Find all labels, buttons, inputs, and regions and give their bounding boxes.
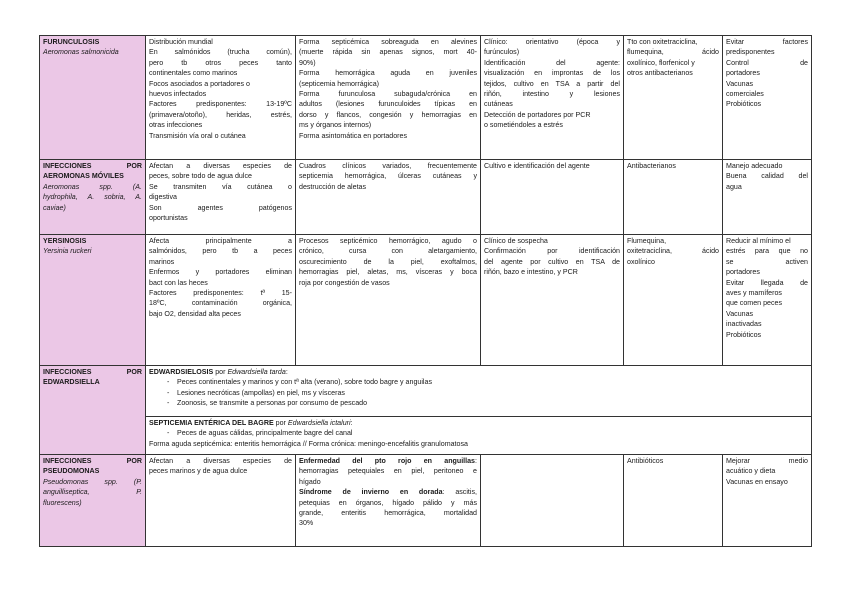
text-line: Evitar llegada de (726, 278, 808, 287)
text-line: Forma septicémica sobreaguda en alevines (299, 38, 477, 46)
disease-cell (40, 366, 146, 455)
text-line: Flumequina, (627, 237, 667, 245)
text-line: hemorragias petequiales en piel, peritoneo e (299, 467, 477, 476)
disease-cell (40, 235, 146, 366)
text-line: acuático y dieta (726, 467, 776, 476)
prevention-cell (723, 160, 812, 235)
agent-name: anguilliseptica, P. (43, 488, 142, 497)
epidemiology-cell (146, 455, 296, 547)
text-line: salmónidos, pero tb a peces (149, 247, 292, 256)
text-line: predisponentes (726, 48, 775, 57)
treatment-cell (624, 455, 723, 547)
disease-name: FURUNCULOSIS (43, 38, 100, 46)
text-line: Forma hemorrágica aguda en juveniles (299, 69, 477, 78)
text-fragment: por (273, 419, 288, 427)
table-row (40, 417, 812, 455)
treatment-cell (624, 160, 723, 235)
text-line: Son agentes patógenos (149, 203, 292, 212)
agent-name: Edwardsiella ictaluri (287, 419, 351, 427)
text-line: furúnculos) (484, 48, 520, 57)
text-line: hígado (299, 477, 321, 486)
text-line: portadores (726, 69, 760, 78)
text-line (299, 456, 477, 466)
text-line: Forma asintomática en portadores (299, 131, 408, 140)
text-line: Afectan a diversas especies de (149, 162, 292, 170)
text-line: Identificación del agente: (484, 58, 620, 67)
text-line: Buena calidad del (726, 172, 808, 181)
table-row (40, 235, 812, 366)
text-line: se activen (726, 257, 808, 266)
text-line: otras infecciones (149, 121, 203, 130)
list-item: - Zoonosis, se transmite a personas por consumo de pescado (177, 398, 808, 408)
text-line: portadores (726, 268, 760, 277)
text-line: 18ºC, contaminación orgánica, (149, 299, 292, 308)
list-item: - Peces continentales y marinos y con tª alta (verano), sobre todo bagre y anguilas (177, 377, 808, 387)
prevention-cell (723, 455, 812, 547)
agent-name: Pseudomonas spp. (P. (43, 477, 142, 486)
text-line: Focos asociados a portadores o (149, 79, 250, 88)
epidemiology-cell (146, 235, 296, 366)
text-fragment: : (475, 457, 477, 465)
text-line: del agente por cultivo en TSA de (484, 257, 620, 266)
text-line: inactivadas (726, 320, 762, 329)
text-line: Clínico: orientativo (época y (484, 38, 620, 46)
text-line: tejidos, cultivo en TSA a partir del (484, 79, 620, 88)
edwardsielosis-cell (146, 366, 812, 417)
text-line: (septicemia hemorrágica) (299, 79, 380, 88)
text-line (299, 487, 477, 497)
agent-name: Aeromonas salmonicida (43, 48, 119, 57)
text-line: dorso y flancos, congesión y hemorragias en (299, 110, 477, 119)
diagnosis-cell (481, 36, 624, 160)
text-line: destrucción de aletas (299, 182, 367, 191)
agent-name: Edwardsiella tarda (227, 368, 286, 376)
text-line: Enfermos y portadores eliminan (149, 268, 292, 277)
section-title: Enfermedad del pto rojo en anguillas (299, 457, 476, 465)
text-line: Antibacterianos (627, 162, 676, 170)
disease-name: INFECCIONES POR (43, 162, 142, 170)
text-line: 90%) (299, 58, 316, 67)
text-fragment: : (285, 368, 288, 376)
text-line: Manejo adecuado (726, 162, 783, 170)
text-line: oportunistas (149, 214, 188, 223)
text-line: Tto con oxitetraciclina, (627, 38, 698, 46)
text-line: oscurecimiento de la piel, exoftalmos, (299, 257, 477, 266)
text-line: Reducir al mínimo el (726, 237, 791, 245)
disease-cell (40, 36, 146, 160)
text-line: Distribución mundial (149, 38, 213, 46)
text-line: marinos (149, 257, 175, 266)
text-line: Forma furunculosa subaguda/crónica en (299, 90, 477, 99)
text-line: otros antibacterianos (627, 69, 693, 78)
bullet-list (149, 428, 808, 438)
text-line: grande, enteritis hemorrágica, mortalidad (299, 509, 477, 518)
text-line: Mejorar medio (726, 457, 808, 465)
text-line: digestiva (149, 193, 177, 202)
text-line: Probióticos (726, 100, 762, 109)
text-line: aves y mamíferos (726, 289, 782, 298)
text-line: bact con las heces (149, 278, 208, 287)
list-item: - Lesiones necróticas (ampollas) en piel, ms y vísceras (177, 388, 808, 398)
treatment-cell (624, 36, 723, 160)
block-heading (149, 367, 808, 377)
text-line: Antibióticos (627, 457, 664, 465)
text-line: Cuadros clínicos variados, frecuentemente (299, 162, 477, 170)
text-line: continentales como marinos (149, 69, 238, 78)
text-line: Transmisión vía oral o cutánea (149, 131, 246, 140)
text-line: Control de (726, 58, 808, 67)
disease-table (39, 35, 812, 547)
text-line: peces marinos y de agua dulce (149, 467, 248, 476)
text-line: peces, sobre todo de agua dulce (149, 172, 252, 181)
bullet-list (149, 377, 808, 408)
text-line: estrés para que no (726, 247, 808, 256)
text-line: Evitar factores (726, 38, 808, 46)
disease-name: YERSINOSIS (43, 237, 87, 245)
text-line: oxitetraciclina, ácido (627, 247, 719, 256)
text-line: septicemia hemorrágica, úlceras cutáneas y (299, 172, 477, 181)
section-title: Síndrome de invierno en dorada (299, 488, 443, 497)
text-line: ms y órganos internos) (299, 121, 372, 130)
text-line: pero tb otros peces tanto (149, 58, 292, 67)
block-heading (149, 418, 808, 428)
text-line: (primavera/otoño), heridas, estrés, (149, 110, 292, 119)
clinical-cell (296, 160, 481, 235)
text-line: visualización en improntas de los (484, 69, 620, 78)
block-title: SEPTICEMIA ENTÉRICA DEL BAGRE (149, 419, 274, 427)
prevention-cell (723, 235, 812, 366)
text-line: comerciales (726, 90, 764, 99)
text-line: cutáneas (484, 100, 513, 109)
text-line: adultos (lesiones furunculoides típicas en (299, 100, 477, 109)
text-line: crónico, cursa con aletargamiento, (299, 247, 477, 256)
agent-name: hydrophila, A. sobria, A. (43, 193, 142, 202)
text-fragment: por (213, 368, 228, 376)
disease-cell (40, 455, 146, 547)
text-line: Vacunas en ensayo (726, 477, 788, 486)
text-line: bajo O2, densidad alta peces (149, 309, 241, 318)
epidemiology-cell (146, 160, 296, 235)
table-row (40, 366, 812, 417)
text-fragment: : ascitis, (442, 488, 477, 497)
text-line: Forma aguda septicémica: enteritis hemorrágica // Forma crónica: meningo-encefalitis granulomatosa (149, 439, 468, 448)
text-fragment: : (350, 419, 353, 427)
table-row (40, 36, 812, 160)
block-title: EDWARDSIELOSIS (149, 368, 214, 376)
text-line: Cultivo e identificación del agente (484, 162, 590, 170)
clinical-cell (296, 36, 481, 160)
text-line: Afecta principalmente a (149, 237, 292, 245)
text-line: riñón, bazo e intestino, y PCR (484, 268, 578, 277)
text-line: Confirmación por identificación (484, 247, 620, 256)
text-line: Vacunas (726, 309, 754, 318)
text-line: oxolínico (627, 257, 655, 266)
text-line: agua (726, 182, 742, 191)
text-line: Factores predisponentes: tª 15- (149, 289, 292, 298)
text-line: oxolínico, florfenicol y (627, 58, 695, 67)
text-line: Procesos septicémico hemorrágico, agudo o (299, 237, 477, 245)
text-line: huevos infectados (149, 90, 207, 99)
prevention-cell (723, 36, 812, 160)
text-line: 30% (299, 519, 314, 528)
text-line: que comen peces (726, 299, 782, 308)
agent-name: Aeromonas spp. (A. (43, 182, 142, 191)
disease-name: EDWARDSIELLA (43, 378, 100, 387)
disease-cell (40, 160, 146, 235)
text-line: Detección de portadores por PCR (484, 110, 591, 119)
clinical-cell (296, 235, 481, 366)
septicemia-cell (146, 417, 812, 455)
disease-name: INFECCIONES POR (43, 368, 142, 376)
agent-name: caviae) (43, 203, 66, 212)
treatment-cell (624, 235, 723, 366)
text-line: Se transmiten vía cutánea o (149, 182, 292, 191)
text-line: En salmónidos (trucha común), (149, 48, 292, 57)
text-line: o sometiéndoles a estrés (484, 121, 563, 130)
text-line: flumequina, ácido (627, 48, 719, 57)
diagnosis-cell (481, 455, 624, 547)
text-line: hemorragias piel, aletas, ms, vísceras y boca (299, 268, 477, 277)
list-item: - Peces de aguas cálidas, principalmente bagre del canal (177, 428, 808, 438)
epidemiology-cell (146, 36, 296, 160)
text-line: Clínico de sospecha (484, 237, 548, 245)
agent-name: Yersinia ruckeri (43, 247, 92, 256)
table-row (40, 160, 812, 235)
table-row (40, 455, 812, 547)
diagnosis-cell (481, 235, 624, 366)
text-line: riñón, intestino y lesiones (484, 90, 620, 99)
text-line: Vacunas (726, 79, 754, 88)
disease-name: AEROMONAS MÓVILES (43, 172, 124, 181)
diagnosis-cell (481, 160, 624, 235)
text-line: Afectan a diversas especies de (149, 457, 292, 465)
text-line: roja por congestión de vasos (299, 278, 390, 287)
disease-name: INFECCIONES POR (43, 457, 142, 465)
text-line: (muerte rápida sin apenas signos, mort 40- (299, 48, 477, 57)
text-line: petequias en órganos, hígado pálido y más (299, 498, 477, 507)
agent-name: fluorescens) (43, 498, 82, 507)
text-line: Factores predisponentes: 13-19ºC (149, 100, 292, 109)
text-line: Probióticos (726, 330, 762, 339)
clinical-cell (296, 455, 481, 547)
disease-name: PSEUDOMONAS (43, 467, 100, 476)
